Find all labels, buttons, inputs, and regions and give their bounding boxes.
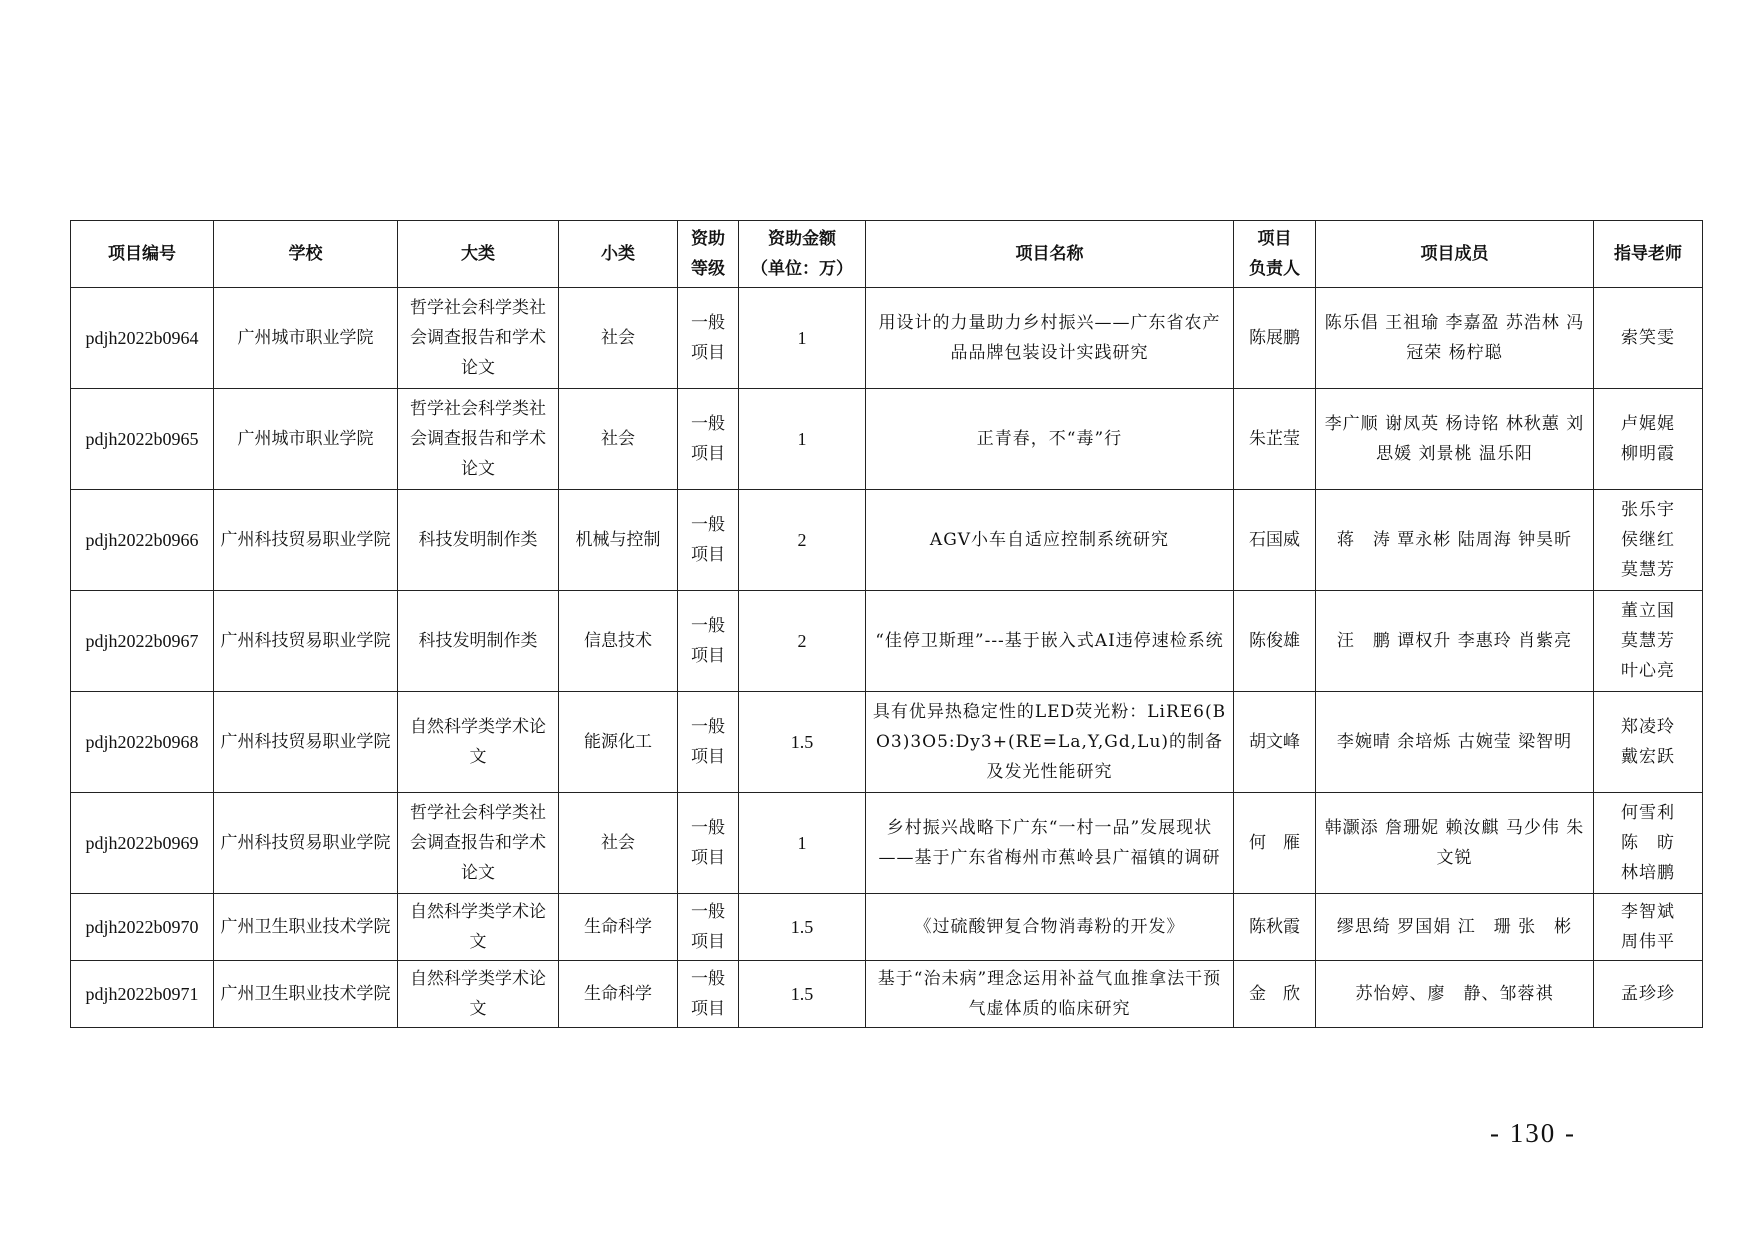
advisor-name: 柳明霞 — [1621, 444, 1675, 464]
cell-leader: 何 雁 — [1234, 793, 1316, 894]
cell-school: 广州科技贸易职业学院 — [214, 591, 398, 692]
cell-level: 一般项目 — [678, 591, 739, 692]
cell-leader: 胡文峰 — [1234, 692, 1316, 793]
cell-subcategory: 生命科学 — [559, 961, 678, 1028]
table-row — [71, 288, 1703, 389]
advisor-name: 周伟平 — [1621, 932, 1675, 952]
cell-members: 蒋 涛 覃永彬 陆周海 钟昊昕 — [1316, 490, 1594, 591]
advisor-name: 张乐宇 — [1621, 500, 1675, 520]
header-level — [678, 221, 739, 288]
cell-amount: 2 — [739, 591, 866, 692]
cell-members: 缪思绮 罗国娟 江 珊 张 彬 — [1316, 894, 1594, 961]
cell-level: 一般项目 — [678, 490, 739, 591]
cell-leader: 陈秋霞 — [1234, 894, 1316, 961]
advisor-name: 李智斌 — [1621, 902, 1675, 922]
cell-amount: 1 — [739, 288, 866, 389]
header-leader-line2: 负责人 — [1249, 259, 1300, 279]
cell-subcategory: 社会 — [559, 389, 678, 490]
cell-advisors — [1594, 692, 1703, 793]
cell-amount: 2 — [739, 490, 866, 591]
header-level-line1: 资助 — [691, 229, 725, 249]
header-code: 项目编号 — [71, 221, 214, 288]
cell-project-name: 乡村振兴战略下广东“一村一品”发展现状——基于广东省梅州市蕉岭县广福镇的调研 — [866, 793, 1234, 894]
cell-advisors — [1594, 490, 1703, 591]
header-school: 学校 — [214, 221, 398, 288]
cell-advisors — [1594, 288, 1703, 389]
header-amount — [739, 221, 866, 288]
header-leader — [1234, 221, 1316, 288]
cell-category: 自然科学类学术论文 — [398, 894, 559, 961]
cell-leader: 金 欣 — [1234, 961, 1316, 1028]
cell-members: 陈乐倡 王祖瑜 李嘉盈 苏浩林 冯冠荣 杨柠聪 — [1316, 288, 1594, 389]
cell-category: 科技发明制作类 — [398, 591, 559, 692]
advisor-name: 侯继红 — [1621, 530, 1675, 550]
table-row — [71, 490, 1703, 591]
cell-category: 哲学社会科学类社会调查报告和学术论文 — [398, 793, 559, 894]
cell-code: pdjh2022b0969 — [71, 793, 214, 894]
cell-project-name: 具有优异热稳定性的LED荧光粉：LiRE6(BO3)3O5:Dy3+(RE=La,Y,Gd,Lu)的制备及发光性能研究 — [866, 692, 1234, 793]
funding-table — [70, 220, 1703, 1028]
cell-code: pdjh2022b0964 — [71, 288, 214, 389]
cell-amount: 1.5 — [739, 894, 866, 961]
advisor-name: 叶心亮 — [1621, 661, 1675, 681]
table-row — [71, 793, 1703, 894]
cell-category: 科技发明制作类 — [398, 490, 559, 591]
cell-subcategory: 社会 — [559, 288, 678, 389]
advisor-name: 董立国 — [1621, 601, 1675, 621]
cell-school: 广州卫生职业技术学院 — [214, 894, 398, 961]
cell-leader: 朱芷莹 — [1234, 389, 1316, 490]
table-row — [71, 894, 1703, 961]
cell-level: 一般项目 — [678, 894, 739, 961]
cell-advisors — [1594, 389, 1703, 490]
cell-members: 苏怡婷、廖 静、邹蓉祺 — [1316, 961, 1594, 1028]
table-header-row — [71, 221, 1703, 288]
cell-amount: 1 — [739, 389, 866, 490]
cell-category: 自然科学类学术论文 — [398, 692, 559, 793]
advisor-name: 林培鹏 — [1621, 863, 1675, 883]
header-amount-line2: （单位：万） — [751, 259, 853, 279]
cell-leader: 陈展鹏 — [1234, 288, 1316, 389]
cell-school: 广州城市职业学院 — [214, 389, 398, 490]
cell-level: 一般项目 — [678, 389, 739, 490]
cell-members: 韩灏添 詹珊妮 赖汝麒 马少伟 朱文锐 — [1316, 793, 1594, 894]
cell-project-name: 《过硫酸钾复合物消毒粉的开发》 — [866, 894, 1234, 961]
header-subcategory: 小类 — [559, 221, 678, 288]
cell-level: 一般项目 — [678, 288, 739, 389]
advisor-name: 何雪利 — [1621, 803, 1675, 823]
cell-project-name: AGV小车自适应控制系统研究 — [866, 490, 1234, 591]
cell-advisors — [1594, 894, 1703, 961]
table-row — [71, 389, 1703, 490]
cell-subcategory: 机械与控制 — [559, 490, 678, 591]
cell-project-name: 正青春，不“毒”行 — [866, 389, 1234, 490]
advisor-name: 莫慧芳 — [1621, 560, 1675, 580]
advisor-name: 索笑雯 — [1621, 328, 1675, 348]
cell-code: pdjh2022b0971 — [71, 961, 214, 1028]
cell-school: 广州科技贸易职业学院 — [214, 490, 398, 591]
cell-project-name: 用设计的力量助力乡村振兴——广东省农产品品牌包装设计实践研究 — [866, 288, 1234, 389]
cell-amount: 1 — [739, 793, 866, 894]
cell-code: pdjh2022b0966 — [71, 490, 214, 591]
cell-advisors — [1594, 961, 1703, 1028]
table-row — [71, 591, 1703, 692]
header-advisor: 指导老师 — [1594, 221, 1703, 288]
cell-advisors — [1594, 591, 1703, 692]
cell-school: 广州城市职业学院 — [214, 288, 398, 389]
cell-subcategory: 能源化工 — [559, 692, 678, 793]
advisor-name: 卢娓娓 — [1621, 414, 1675, 434]
cell-subcategory: 信息技术 — [559, 591, 678, 692]
cell-project-name: 基于“治未病”理念运用补益气血推拿法干预气虚体质的临床研究 — [866, 961, 1234, 1028]
page-number: - 130 - — [1490, 1118, 1576, 1148]
cell-amount: 1.5 — [739, 692, 866, 793]
cell-code: pdjh2022b0967 — [71, 591, 214, 692]
cell-school: 广州卫生职业技术学院 — [214, 961, 398, 1028]
table-row — [71, 692, 1703, 793]
cell-level: 一般项目 — [678, 793, 739, 894]
advisor-name: 莫慧芳 — [1621, 631, 1675, 651]
cell-school: 广州科技贸易职业学院 — [214, 793, 398, 894]
advisor-name: 戴宏跃 — [1621, 747, 1675, 767]
cell-members: 李广顺 谢凤英 杨诗铭 林秋蕙 刘思媛 刘景桃 温乐阳 — [1316, 389, 1594, 490]
header-members: 项目成员 — [1316, 221, 1594, 288]
header-level-line2: 等级 — [691, 259, 725, 279]
header-leader-line1: 项目 — [1257, 229, 1292, 249]
cell-subcategory: 社会 — [559, 793, 678, 894]
cell-advisors — [1594, 793, 1703, 894]
header-category: 大类 — [398, 221, 559, 288]
cell-category: 哲学社会科学类社会调查报告和学术论文 — [398, 389, 559, 490]
table-body — [71, 288, 1703, 1028]
cell-category: 自然科学类学术论文 — [398, 961, 559, 1028]
cell-amount: 1.5 — [739, 961, 866, 1028]
cell-leader: 陈俊雄 — [1234, 591, 1316, 692]
header-name: 项目名称 — [866, 221, 1234, 288]
cell-project-name: “佳停卫斯理”---基于嵌入式AI违停速检系统 — [866, 591, 1234, 692]
advisor-name: 陈 昉 — [1621, 833, 1675, 853]
cell-members: 李婉晴 余培烁 古婉莹 梁智明 — [1316, 692, 1594, 793]
cell-code: pdjh2022b0970 — [71, 894, 214, 961]
cell-category: 哲学社会科学类社会调查报告和学术论文 — [398, 288, 559, 389]
cell-level: 一般项目 — [678, 961, 739, 1028]
cell-leader: 石国威 — [1234, 490, 1316, 591]
advisor-name: 孟珍珍 — [1621, 984, 1675, 1004]
cell-code: pdjh2022b0968 — [71, 692, 214, 793]
cell-level: 一般项目 — [678, 692, 739, 793]
header-amount-line1: 资助金额 — [768, 229, 836, 249]
cell-subcategory: 生命科学 — [559, 894, 678, 961]
cell-school: 广州科技贸易职业学院 — [214, 692, 398, 793]
cell-code: pdjh2022b0965 — [71, 389, 214, 490]
table-row — [71, 961, 1703, 1028]
cell-members: 汪 鹏 谭权升 李惠玲 肖紫亮 — [1316, 591, 1594, 692]
advisor-name: 郑凌玲 — [1621, 717, 1675, 737]
